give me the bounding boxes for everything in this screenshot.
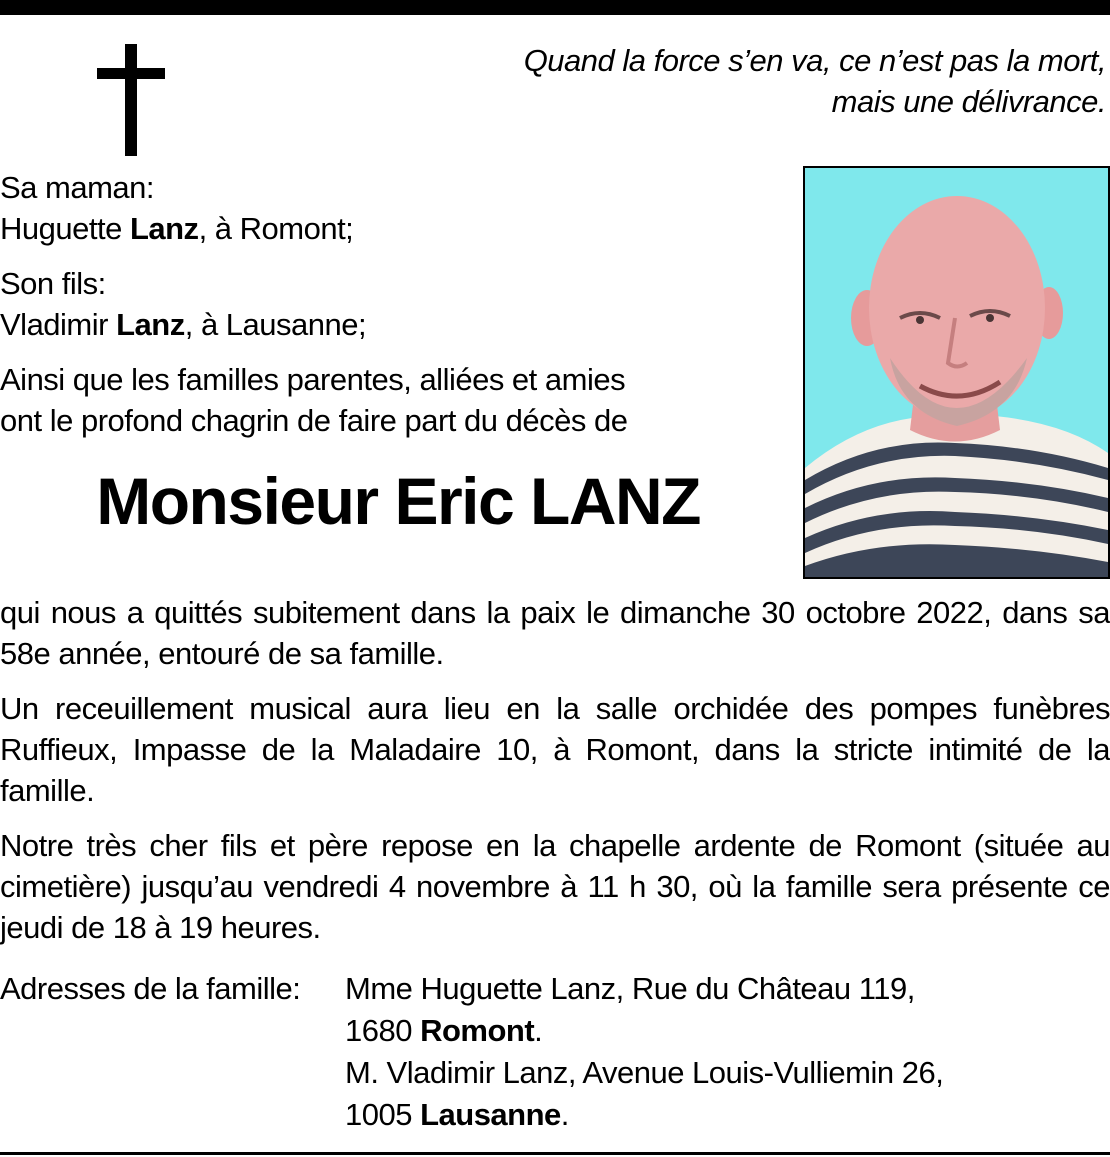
mother-name: Huguette Lanz, à Romont; (0, 211, 354, 246)
address-1-street: Mme Huguette Lanz, Rue du Château 119, (345, 971, 915, 1006)
addresses-list (345, 968, 943, 1136)
top-border (0, 0, 1110, 15)
bottom-border (0, 1152, 1110, 1155)
quote-line-2: mais une délivrance. (831, 84, 1106, 119)
ceremony-paragraph: Un receuillement musical aura lieu en la salle orchidée des pompes funèbres Ruffieux, Impasse de la Maladaire 10, à Romont, dans la stricte intimité de la famille. (0, 691, 1110, 808)
epitaph-quote (406, 40, 1106, 122)
obituary-body (0, 592, 1110, 962)
son-name: Vladimir Lanz, à Lausanne; (0, 307, 367, 342)
address-2-street: M. Vladimir Lanz, Avenue Louis-Vulliemin 26, (345, 1055, 944, 1090)
son-heading: Son fils: (0, 266, 106, 301)
viewing-paragraph: Notre très cher fils et père repose en la chapelle ardente de Romont (située au cimetière) jusqu’au vendredi 4 novembre à 11 h 30, où la famille sera présente ce jeudi de 18 à 19 heures. (0, 828, 1110, 945)
addresses-label: Adresses de la famille: (0, 971, 301, 1006)
announcement-intro: Ainsi que les familles parentes, alliées et amies ont le profond chagrin de faire part du décès de (0, 362, 628, 438)
mother-heading: Sa maman: (0, 170, 155, 205)
deceased-name: Monsieur Eric LANZ (96, 464, 700, 538)
portrait-photo (803, 166, 1110, 579)
address-1-city: 1680 Romont. (345, 1013, 543, 1048)
quote-line-1: Quand la force s’en va, ce n’est pas la mort, (523, 43, 1106, 78)
address-2-city: 1005 Lausanne. (345, 1097, 569, 1132)
passing-paragraph: qui nous a quittés subitement dans la paix le dimanche 30 octobre 2022, dans sa 58e année, entouré de sa famille. (0, 595, 1110, 671)
mother-entry (0, 167, 705, 249)
son-entry (0, 263, 705, 345)
cross-icon (97, 44, 165, 156)
family-announcement (0, 167, 705, 455)
